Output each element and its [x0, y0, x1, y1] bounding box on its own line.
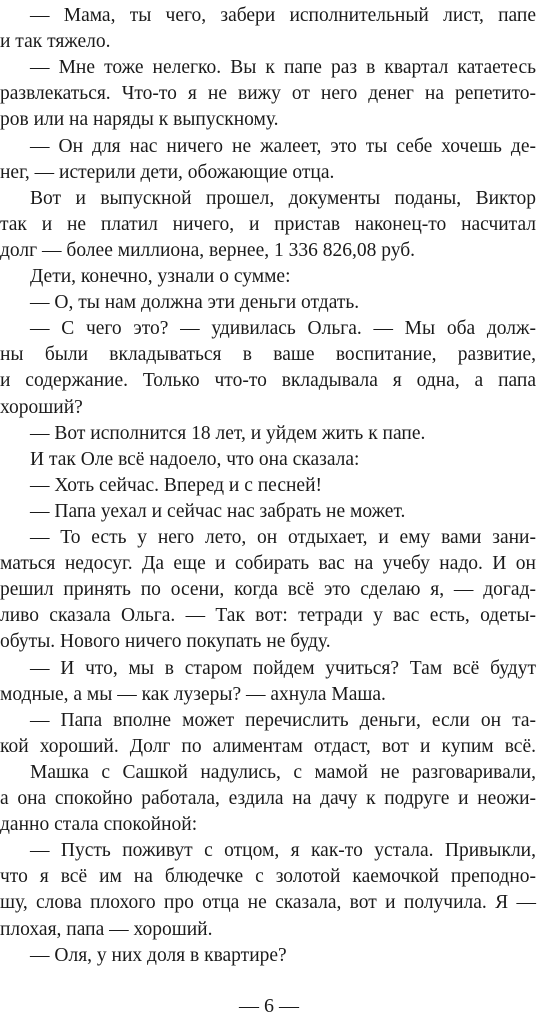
text-line: — То есть у него лето, он отдыхает, и ему вами зани-	[30, 527, 536, 548]
text-line: решил принять по осени, когда всё это сделаю я, — догад-	[0, 579, 536, 601]
text-line: долг — более миллиона, вернее, 1 336 826,08 руб.	[0, 239, 416, 261]
text-line: Вот и выпускной прошел, документы поданы, Виктор	[30, 187, 536, 209]
text-line: данно стала спокойной:	[0, 814, 198, 836]
text-line: маться недосуг. Да еще и собирать вас на учебу надо. И он	[0, 553, 536, 575]
text-line: кой хороший. Долг по алиментам отдаст, вот и купим всё.	[0, 735, 536, 757]
text-line: — О, ты нам должна эти деньги отдать.	[30, 292, 360, 314]
text-line: — Вот исполнится 18 лет, и уйдем жить к папе.	[30, 422, 426, 444]
text-line: а она спокойно работала, ездила на дачу к подруге и неожи-	[0, 788, 536, 809]
text-line: ров или на наряды к выпускному.	[0, 109, 279, 131]
text-line: хороший?	[0, 396, 83, 418]
text-line: и так тяжело.	[0, 31, 111, 53]
text-line: — Оля, у них доля в квартире?	[30, 944, 287, 966]
text-line: плохая, папа — хороший.	[0, 918, 213, 940]
text-line: Дети, конечно, узнали о сумме:	[30, 266, 291, 287]
text-line: — И что, мы в старом пойдем учиться? Там всё будут	[30, 657, 536, 679]
text-line: — Папа уехал и сейчас нас забрать не может.	[30, 500, 406, 522]
text-line: развлекаться. Что-то я не вижу от него денег на репетито-	[0, 83, 536, 105]
text-line: И так Оле всё надоело, что она сказала:	[30, 448, 360, 470]
text-line: — С чего это? — удивилась Ольга. — Мы оба долж-	[30, 318, 536, 340]
text-line: — Мама, ты чего, забери исполнительный лист, папе	[30, 5, 536, 26]
text-line: нег, — истерили дети, обожающие отца.	[0, 161, 335, 183]
text-line: — Хоть сейчас. Вперед и с песней!	[30, 474, 322, 496]
text-line: модные, а мы — как лузеры? — ахнула Маша.	[0, 683, 386, 705]
text-line: ливо сказала Ольга. — Так вот: тетради у вас есть, одеты-	[0, 605, 536, 627]
text-line: Машка с Сашкой надулись, с мамой не разговаривали,	[30, 761, 536, 783]
page-number: — 6 —	[239, 995, 299, 1017]
text-line: так и не платил ничего, и пристав наконец-то насчитал	[0, 213, 536, 235]
text-line: — Папа вполне может перечислить деньги, если он та-	[30, 709, 536, 731]
text-line: — Он для нас ничего не жалеет, это ты себе хочешь де-	[30, 135, 536, 157]
text-line: шу, слова плохого про отца не сказала, вот и получила. Я —	[0, 892, 536, 914]
text-line: что я всё им на блюдечке с золотой каемочкой преподно-	[0, 866, 536, 888]
text-line: — Мне тоже нелегко. Вы к папе раз в квартал катаетесь	[30, 57, 536, 79]
text-line: и содержание. Только что-то вкладывала я одна, а папа	[0, 370, 536, 392]
text-line: обуты. Нового ничего покупать не буду.	[0, 631, 331, 653]
text-line: ны были вкладываться в ваше воспитание, развитие,	[0, 344, 536, 366]
text-line: — Пусть поживут с отцом, я как-то устала. Привыкли,	[30, 840, 536, 862]
